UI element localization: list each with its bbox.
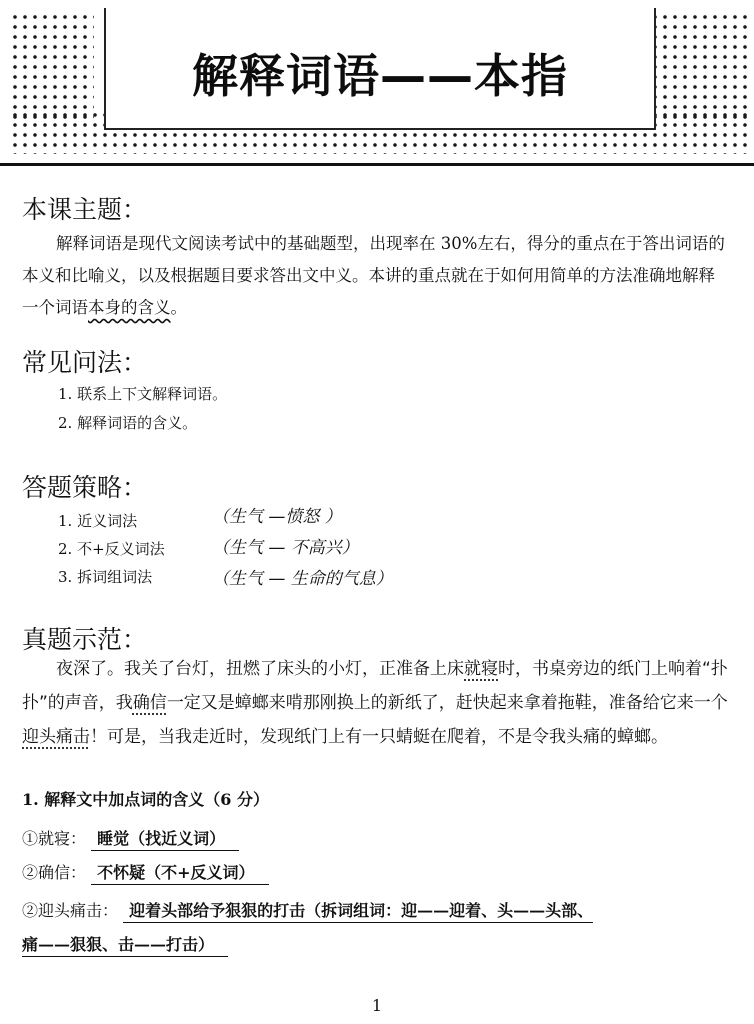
dotted-word-yingtoutongji: 迎头痛击	[22, 727, 90, 747]
example-passage	[22, 652, 734, 754]
strategy-handwritten-note: （生气 — 不高兴）	[212, 538, 359, 558]
answer-row-quexin	[22, 860, 269, 883]
answer-value: 不怀疑（不+反义词）	[91, 863, 268, 885]
page-title: 解释词语——本指	[192, 49, 568, 103]
passage-text: 一定又是蟑螂来啃那刚换上的新纸了，赶快起来拿着拖鞋，准备给它来一个	[166, 693, 728, 713]
theme-paragraph	[22, 228, 730, 324]
answer-row-yingtoutongji-continued	[22, 932, 228, 955]
answer-label: ②确信：	[22, 863, 87, 882]
strategy-item-label: 3. 拆词组词法	[58, 568, 153, 586]
answer-row-jiuqin	[22, 826, 239, 849]
example-heading: 真题示范：	[22, 625, 148, 654]
dotted-word-quexin: 确信	[132, 693, 167, 713]
common-questions-heading: 常见问法：	[22, 348, 148, 377]
header-dot-pattern-right	[650, 12, 750, 124]
header-dot-pattern-left	[10, 12, 94, 124]
theme-paragraph-end: 。	[170, 298, 187, 317]
theme-paragraph-text: 解释词语是现代文阅读考试中的基础题型，出现率在 30%左右，得分的重点在于答出词语的本义和比喻义，以及根据题目要求答出文中义。本讲的重点就在于如何用简单的方法准确地解释一个词语	[22, 234, 725, 317]
dotted-word-jiuqin: 就寝	[464, 659, 498, 679]
strategy-heading: 答题策略：	[22, 473, 148, 502]
strategy-item-label: 2. 不+反义词法	[58, 540, 165, 558]
answer-label: ①就寝：	[22, 829, 87, 848]
common-question-item: 2. 解释词语的含义。	[58, 414, 198, 432]
theme-underlined-phrase: 本身的含义	[88, 298, 171, 317]
strategy-item-label: 1. 近义词法	[58, 512, 138, 530]
answer-label: ②迎头痛击：	[22, 901, 119, 920]
page-number: 1	[371, 996, 383, 1015]
strategy-handwritten-note: （生气 —愤怒 ）	[212, 507, 342, 527]
strategy-handwritten-note: （生气 — 生命的气息）	[212, 569, 393, 589]
header-divider	[0, 163, 754, 166]
common-question-item: 1. 联系上下文解释词语。	[58, 385, 228, 403]
answer-value: 睡觉（找近义词）	[91, 829, 239, 851]
passage-text: 夜深了。我关了台灯，扭燃了床头的小灯，正准备上床	[56, 659, 464, 679]
answer-row-yingtoutongji	[22, 898, 593, 921]
passage-text: 时，书桌旁边的纸门上响着“扑扑”的声音，我	[22, 659, 728, 713]
answer-value-line2: 痛——狠狠、击——打击）	[22, 935, 228, 957]
example-question: 1. 解释文中加点词的含义（6 分）	[22, 790, 269, 809]
theme-heading: 本课主题：	[22, 195, 148, 224]
answer-value-line1: 迎着头部给予狠狠的打击（拆词组词：迎——迎着、头——头部、	[123, 901, 593, 923]
passage-text: ！可是，当我走近时，发现纸门上有一只蜻蜓在爬着，不是令我头痛的蟑螂。	[90, 727, 668, 747]
